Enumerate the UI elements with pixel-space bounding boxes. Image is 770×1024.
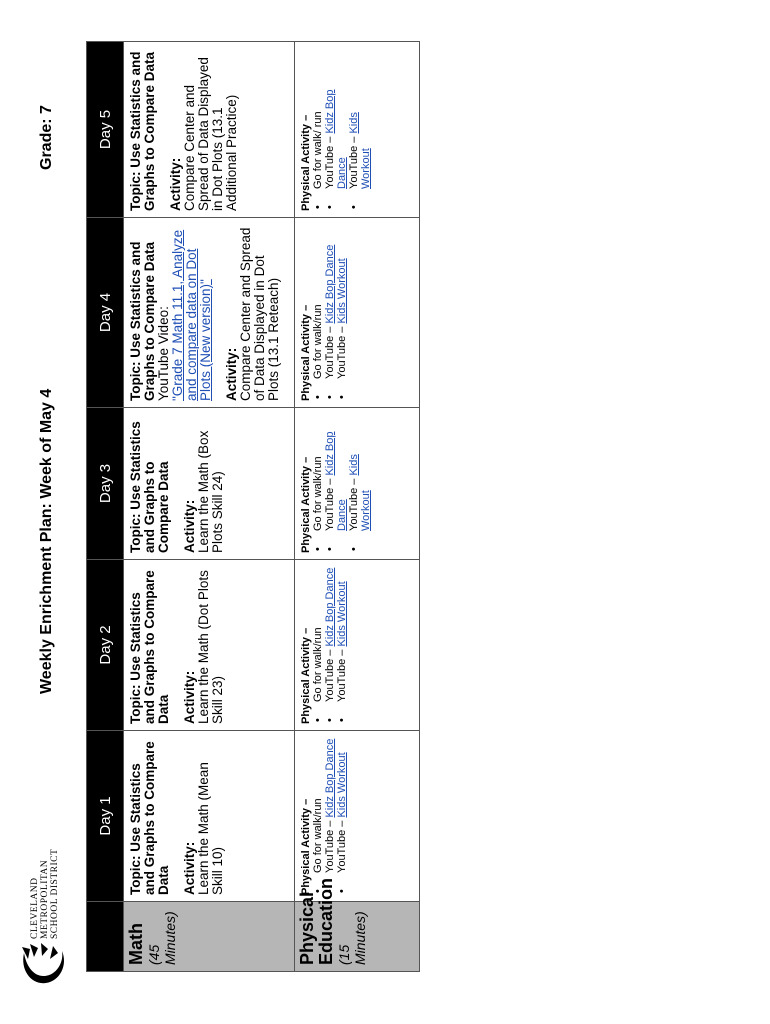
day-1-header: Day 1 [87, 731, 124, 902]
kids-workout-link[interactable]: Kids Workout [336, 581, 348, 647]
pe-label: Physical Education [297, 877, 336, 965]
math-day-1-cell [124, 731, 295, 902]
pe-day-1-heading: Physical Activity – [300, 798, 312, 895]
math-day-5-activity: Compare Center and Spread of Data Displayed in Dot Plots (13.1 Additional Practice) [182, 57, 239, 211]
pe-day-2-list [312, 566, 348, 724]
pe-day-5-heading: Physical Activity – [300, 114, 312, 211]
math-day-4-topic: Topic: Use Statistics and Graphs to Compare Data [128, 241, 157, 401]
logo-line-2: METROPOLITAN [40, 859, 50, 939]
kids-workout-link[interactable]: Kids Workout [336, 258, 348, 324]
math-day-2-activity-heading: Activity: [182, 670, 197, 724]
walk-run-text: Go for walk/run [312, 798, 324, 873]
pe-day-3-heading: Physical Activity – [300, 456, 312, 553]
pe-duration: (15 Minutes) [336, 911, 368, 965]
math-duration: (45 Minutes) [146, 911, 178, 965]
kidz-bop-dance-link[interactable]: Kidz Bop Dance [324, 244, 336, 324]
kidz-bop-dance-link[interactable]: Kidz Bop Dance [324, 431, 348, 531]
youtube-prefix: YouTube – [348, 475, 360, 531]
kidz-bop-dance-link[interactable]: Kidz Bop Dance [324, 89, 348, 189]
math-day-4-video-label: YouTube Video: [156, 306, 171, 401]
youtube-prefix: YouTube – [324, 646, 336, 702]
pe-day-2-cell [295, 560, 420, 731]
list-item [312, 224, 324, 379]
walk-run-text: Go for walk/run [312, 304, 324, 379]
kidz-bop-dance-link[interactable]: Kidz Bop Dance [324, 738, 336, 818]
math-day-1-topic: Topic: Use Statistics and Graphs to Compare Data [128, 741, 171, 895]
math-row [124, 42, 295, 972]
pe-day-5-cell [295, 42, 420, 218]
district-name [30, 849, 60, 939]
youtube-prefix: YouTube – [336, 646, 348, 702]
list-item [324, 566, 336, 702]
list-item [312, 414, 324, 531]
enrichment-plan-table [86, 41, 420, 972]
math-day-1-activity: Learn the Math (Mean Skill 10) [196, 762, 225, 895]
district-logo [16, 749, 74, 989]
pe-day-1-list [312, 737, 348, 895]
math-day-3-activity-heading: Activity: [182, 499, 197, 553]
kids-workout-link[interactable]: Kids Workout [348, 112, 372, 189]
pe-day-5-list [312, 79, 372, 211]
list-item [348, 79, 372, 189]
list-item [336, 737, 348, 873]
pe-day-4-cell [295, 218, 420, 408]
math-day-4-activity: Compare Center and Spread of Data Displayed in Dot Plots (13.1 Reteach) [238, 227, 281, 401]
list-item [348, 414, 372, 531]
math-row-label [124, 902, 295, 972]
math-day-2-topic: Topic: Use Statistics and Graphs to Compare Data [128, 570, 171, 724]
day-2-header: Day 2 [87, 560, 124, 731]
pe-row-label [295, 877, 420, 972]
day-header-row [87, 42, 124, 972]
kidz-bop-dance-link[interactable]: Kidz Bop Dance [324, 567, 336, 647]
math-day-2-activity: Learn the Math (Dot Plots Skill 23) [196, 570, 225, 724]
youtube-prefix: YouTube – [324, 475, 336, 531]
math-label: Math [126, 923, 146, 965]
math-day-2-cell [124, 560, 295, 731]
pe-day-4-list [312, 224, 348, 401]
math-day-5-topic: Topic: Use Statistics and Graphs to Compare Data [128, 51, 157, 211]
day-4-header: Day 4 [87, 218, 124, 408]
youtube-prefix: YouTube – [324, 323, 336, 379]
youtube-prefix: YouTube – [324, 817, 336, 873]
math-day-4-activity-heading: Activity: [224, 347, 239, 401]
day-5-header: Day 5 [87, 42, 124, 218]
pe-day-4-heading: Physical Activity – [300, 304, 312, 401]
math-day-4-video-link[interactable]: "Grade 7 Math 11.1, Analyze and compare data on Dot Plots (New version)" [170, 229, 213, 401]
list-item [336, 224, 348, 379]
math-day-3-topic: Topic: Use Statistics and Graphs to Compare Data [128, 421, 171, 553]
list-item [324, 414, 348, 531]
walk-run-text: Go for walk/run [312, 627, 324, 702]
math-day-3-activity: Learn the Math (Box Plots Skill 24) [196, 430, 225, 553]
pe-day-1-cell [295, 731, 420, 902]
youtube-prefix: YouTube – [336, 323, 348, 379]
youtube-prefix: YouTube – [336, 817, 348, 873]
math-day-5-cell [124, 42, 295, 218]
walk-run-text: Go for walk/run [312, 456, 324, 531]
youtube-prefix: YouTube – [324, 133, 336, 189]
pe-day-3-cell [295, 408, 420, 560]
physical-education-row [295, 42, 420, 972]
math-day-4-cell [124, 218, 295, 408]
walk-run-text: Go for walk/ run [312, 111, 324, 189]
list-item [324, 224, 336, 379]
grade-label: Grade: 7 [38, 105, 55, 170]
list-item [324, 737, 336, 873]
cmsd-logo-icon [18, 943, 70, 989]
youtube-prefix: YouTube – [348, 133, 360, 189]
pe-day-3-list [312, 414, 372, 553]
list-item [312, 566, 324, 702]
list-item [312, 737, 324, 873]
page-title: Weekly Enrichment Plan: Week of May 4 [38, 388, 55, 694]
kids-workout-link[interactable]: Kids Workout [348, 454, 372, 531]
day-3-header: Day 3 [87, 408, 124, 560]
list-item [312, 79, 324, 189]
list-item [336, 566, 348, 702]
math-day-5-activity-heading: Activity: [168, 157, 183, 211]
kids-workout-link[interactable]: Kids Workout [336, 752, 348, 818]
logo-line-3: SCHOOL DISTRICT [50, 848, 60, 939]
header-corner [87, 902, 124, 972]
logo-line-1: CLEVELAND [30, 877, 40, 939]
math-day-1-activity-heading: Activity: [182, 841, 197, 895]
pe-day-2-heading: Physical Activity – [300, 627, 312, 724]
list-item [324, 79, 348, 189]
math-day-3-cell [124, 408, 295, 560]
